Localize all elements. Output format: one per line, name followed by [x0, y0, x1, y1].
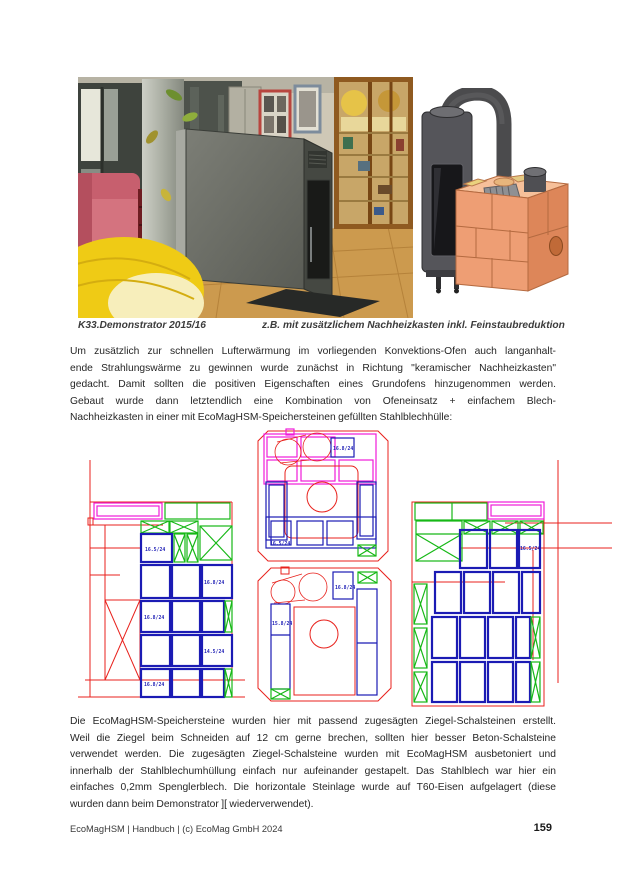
cad-drawing-views: [70, 425, 618, 717]
wood-cabinet: [334, 77, 413, 229]
brick-label: 16.5/24: [520, 547, 541, 552]
paragraph-line: Gebaut wurde dann letztendlich eine Kombination von Ofeneinsatz + einfachem Blech-: [70, 395, 556, 407]
bricks-plan-bottom: [271, 572, 377, 695]
paragraph-line: verwendet werden. Die zugesägten Ziegel-Schalsteine wurden mit EcoMagHSM ausbetoniert und: [70, 749, 556, 761]
plan-view-bottom: [258, 567, 391, 701]
paragraph-line: Weil die Ziegel beim Schneiden auf 12 cm gerne brechen, sollten hier besser Beton-Schalsteine: [70, 732, 556, 744]
side-hole: [550, 237, 563, 256]
demonstrator-photo: [78, 77, 413, 318]
brick-label: 16.8/24: [335, 586, 356, 591]
right-elevation-view: [412, 460, 612, 706]
photo-caption: K33.Demonstrator 2015/16: [78, 320, 206, 331]
page-footer: [70, 822, 552, 838]
paragraph-2: [70, 714, 556, 814]
paragraph-line: Nachheizkasten in einer mit EcoMagHSM-Speichersteinen gefüllten Stahlblechhülle:: [70, 412, 453, 424]
brick-label: 16.5/24: [270, 542, 291, 547]
cad-caption: z.B. mit zusätzlichem Nachheizkasten inkl. Feinstaubreduktion: [262, 320, 565, 331]
paragraph-line: Die EcoMagHSM-Speichersteine wurden hier mit passend zugesägten Ziegel-Schalsteinen erstellt.: [70, 716, 556, 727]
wall-pictures: [260, 86, 320, 139]
paragraph-1: [70, 344, 556, 427]
pipe-sections: [271, 573, 327, 604]
cad-rendering: [420, 88, 580, 313]
nachheizkasten-cad-illustration: [420, 88, 580, 313]
brick-box: [456, 168, 568, 292]
brick-label: 16.8/24: [144, 616, 165, 621]
figure-captions: [78, 320, 588, 335]
paragraph-line: ende Strahlungswärme zu gewinnen wurde zunächst in Richtung "keramischer Nachheizkasten": [70, 362, 556, 374]
page-number: 159: [533, 822, 552, 834]
brick-label: 14.5/24: [204, 650, 225, 655]
brick-label: 16.8/24: [144, 683, 165, 688]
brick-label: 16.8/24: [333, 447, 354, 452]
paragraph-line: innerhalb der Stahlblechumhüllung einfach nur aufeinander gestapelt. Das Stahlblech war hier ein: [70, 765, 556, 777]
hatch-boxes-top: [141, 503, 232, 562]
paragraph-line: gedacht. Damit sollten die positiven Eigenschaften eines Grundofens hinzugenommen werden.: [70, 379, 556, 391]
footer-text: EcoMagHSM | Handbuch | (c) EcoMag GmbH 2024: [70, 824, 283, 834]
brick-label: 15.8/24: [272, 622, 293, 627]
bricks-plan-top: [266, 438, 376, 548]
hatch-boxes-top-right: [415, 503, 543, 561]
technical-drawing: [70, 425, 618, 717]
left-elevation-view: [78, 460, 245, 697]
plan-view-top: [258, 429, 388, 561]
brick-label: 16.8/24: [204, 581, 225, 586]
demonstrator-photo-illustration: [78, 77, 413, 318]
paragraph-line: einfaches 0,2mm Spenglerblech. Die horizontale Steinlage wurde auf T60-Eisen aufgelagert (diese: [70, 782, 556, 794]
brick-grid-right: [432, 530, 540, 702]
brick-label: 16.5/24: [145, 548, 166, 553]
paragraph-line: Um zusätzlich zur schnellen Lufterwärmung im vorliegenden Konvektions-Ofen auch langanhalt-: [70, 346, 556, 357]
paragraph-line: wurden dann beim Demonstrator ][ wiederverwendet).: [70, 798, 314, 810]
pipe-collar: [494, 178, 514, 186]
